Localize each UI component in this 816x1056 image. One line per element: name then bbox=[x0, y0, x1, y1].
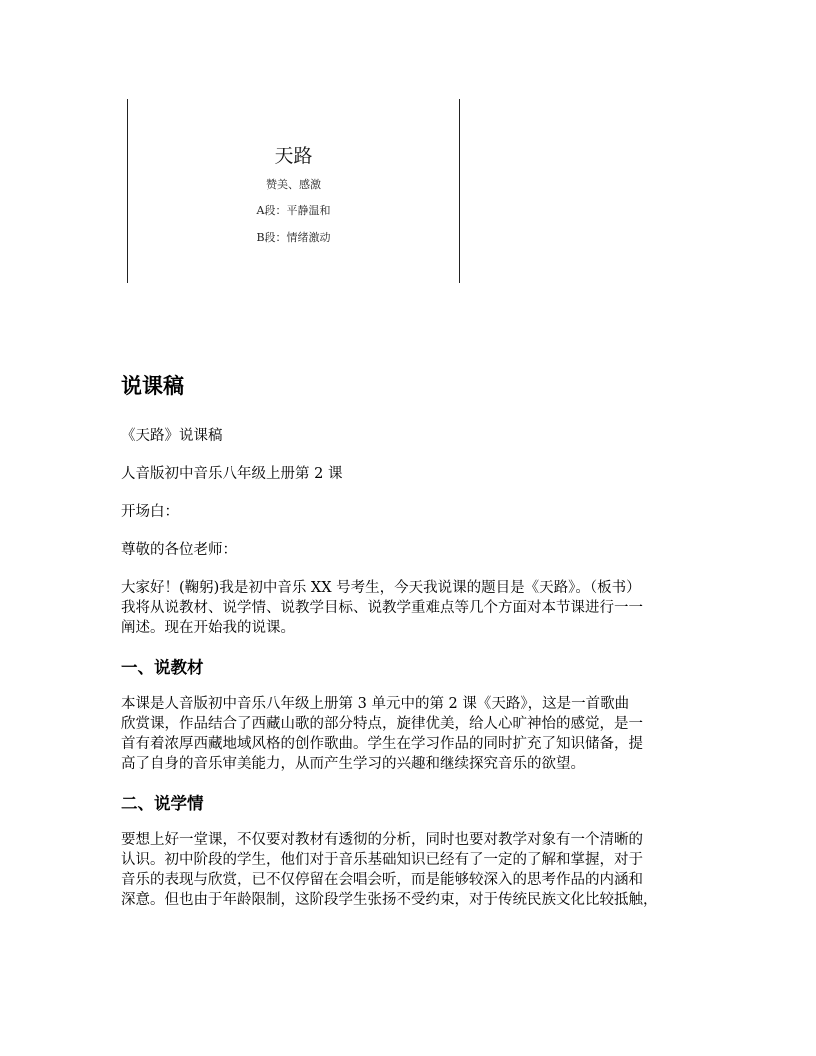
board-line-section-b: B段：情绪激动 bbox=[256, 231, 331, 244]
paragraph-opening: 开场白： bbox=[121, 504, 179, 520]
text-line: 深意。但也由于年龄限制，这阶段学生张扬不受约束，对于传统民族文化比较抵触， bbox=[121, 892, 658, 908]
text-line: 要想上好一堂课，不仅要对教材有透彻的分析，同时也要对教学对象有一个清晰的 bbox=[121, 832, 643, 848]
text-line: 音乐的表现与欣赏，已不仅停留在会唱会听，而是能够较深入的思考作品的内涵和 bbox=[121, 872, 643, 888]
board-line-section-a: A段：平静温和 bbox=[256, 204, 331, 217]
paragraph-lesson-title: 《天路》说课稿 bbox=[121, 428, 223, 444]
paragraph-textbook-analysis bbox=[121, 694, 707, 774]
section-heading-textbook: 一、说教材 bbox=[121, 658, 204, 677]
paragraph-student-analysis bbox=[121, 830, 707, 910]
board-title: 天路 bbox=[274, 145, 313, 167]
text-line: 首有着浓厚西藏地域风格的创作歌曲。学生在学习作品的同时扩充了知识储备，提 bbox=[121, 736, 643, 752]
text-line: 大家好！(鞠躬)我是初中音乐 XX 号考生，今天我说课的题目是《天路》。（板书） bbox=[121, 580, 641, 596]
paragraph-introduction bbox=[121, 578, 707, 638]
text-line: 本课是人音版初中音乐八年级上册第 3 单元中的第 2 课《天路》，这是一首歌曲 bbox=[121, 696, 630, 712]
text-line: 认识。初中阶段的学生，他们对于音乐基础知识已经有了一定的了解和掌握，对于 bbox=[121, 852, 643, 868]
text-line: 阐述。现在开始我的说课。 bbox=[121, 620, 295, 636]
text-line: 欣赏课，作品结合了西藏山歌的部分特点，旋律优美，给人心旷神怡的感觉，是一 bbox=[121, 716, 643, 732]
document-body bbox=[121, 366, 707, 910]
blackboard-design-frame bbox=[127, 99, 460, 283]
text-line: 我将从说教材、说学情、说教学目标、说教学重难点等几个方面对本节课进行一一 bbox=[121, 600, 643, 616]
board-line-emotion: 赞美、感激 bbox=[266, 178, 321, 191]
text-line: 高了自身的音乐审美能力，从而产生学习的兴趣和继续探究音乐的欲望。 bbox=[121, 756, 585, 772]
paragraph-greeting: 尊敬的各位老师： bbox=[121, 542, 237, 558]
document-title: 说课稿 bbox=[121, 374, 184, 398]
paragraph-textbook-info: 人音版初中音乐八年级上册第 2 课 bbox=[121, 466, 343, 482]
section-heading-students: 二、说学情 bbox=[121, 794, 204, 813]
